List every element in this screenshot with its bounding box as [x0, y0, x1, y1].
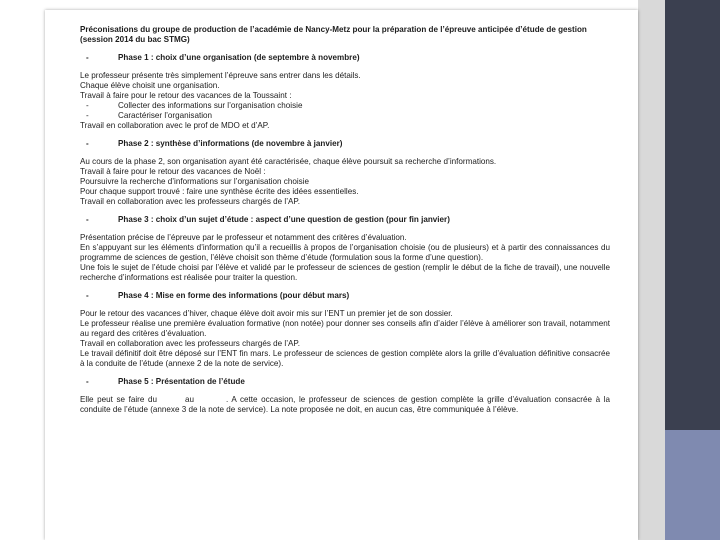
phase-2-line: Poursuivre la recherche d’informations sur l’organisation choisie: [80, 177, 309, 186]
phase-2-heading: [80, 139, 610, 149]
phase-5-paragraph: [80, 395, 610, 415]
phase-1-heading: [80, 53, 610, 63]
phase-5-text-mid: au: [185, 395, 195, 404]
phase-3-paragraph: En s’appuyant sur les éléments d’information qu’il a recueillis à propos de l’organisation choisie (ou de plusieurs) et à partir des connaissances du programme de sciences de gestion, l’élève choisit son thème d’étude (formulation sous la forme d’une question).: [80, 243, 610, 262]
document-body: [80, 25, 610, 415]
dash-marker: -: [86, 111, 89, 120]
phase-3-paragraph: Une fois le sujet de l’étude choisi par l’élève et validé par le professeur de sciences de gestion (remplir le début de la fiche de travail), une nouvelle recherche d’informations est réalisée pour traiter la question.: [80, 263, 610, 282]
phase-5-title: Phase 5 : Présentation de l’étude: [118, 377, 245, 386]
phase-2-intro: Au cours de la phase 2, son organisation ayant été caractérisée, chaque élève poursuit sa recherche d’informations.: [80, 157, 497, 166]
phase-4-paragraph: Pour le retour des vacances d’hiver, chaque élève doit avoir mis sur l’ENT un premier jet de son dossier.: [80, 309, 453, 318]
phase-3-heading: [80, 215, 610, 225]
phase-3-paragraph: Présentation précise de l’épreuve par le professeur et notamment des critères d’évaluation.: [80, 233, 407, 242]
phase-2-line: Travail à faire pour le retour des vacances de Noël :: [80, 167, 266, 176]
phase-2-line: Pour chaque support trouvé : faire une synthèse écrite des idées essentielles.: [80, 187, 359, 196]
phase-1-bullet: [80, 111, 610, 121]
bullet-text: Collecter des informations sur l’organisation choisie: [118, 101, 303, 110]
dash-marker: -: [86, 53, 89, 62]
phase-2-line: Travail en collaboration avec les professeurs chargés de l’AP.: [80, 197, 300, 206]
phase-5-text-start: Elle peut se faire du: [80, 395, 157, 404]
document-page: [45, 10, 638, 540]
dash-marker: -: [86, 101, 89, 110]
phase-1-title: Phase 1 : choix d’une organisation (de septembre à novembre): [118, 53, 360, 62]
phase-2-title: Phase 2 : synthèse d’informations (de novembre à janvier): [118, 139, 343, 148]
phase-3-title: Phase 3 : choix d’un sujet d’étude : aspect d’une question de gestion (pour fin janvier): [118, 215, 450, 224]
document-title: Préconisations du groupe de production de l’académie de Nancy-Metz pour la préparation de l’épreuve anticipée d’étude de gestion (session 2014 du bac STMG): [80, 25, 587, 44]
dash-marker: -: [86, 215, 89, 224]
phase-4-title: Phase 4 : Mise en forme des informations (pour début mars): [118, 291, 350, 300]
phase-4-paragraph: Travail en collaboration avec les professeurs chargés de l’AP.: [80, 339, 300, 348]
decorative-blue-bar: [665, 430, 720, 540]
phase-1-line: Chaque élève choisit une organisation.: [80, 81, 220, 90]
phase-1-closing: Travail en collaboration avec le prof de MDO et d’AP.: [80, 121, 270, 130]
phase-4-paragraph: Le travail définitif doit être déposé sur l’ENT fin mars. Le professeur de sciences de gestion complète alors la grille d’évaluation définitive consacrée à la conduite de l’étude (annexe 2 de la note de service).: [80, 349, 610, 368]
dash-marker: -: [86, 139, 89, 148]
phase-1-line: Le professeur présente très simplement l’épreuve sans entrer dans les détails.: [80, 71, 361, 80]
phase-5-text-end: . A cette occasion, le professeur de sciences de gestion complète la grille d’évaluation consacrée à la conduite de l’étude (annexe 3 de la note de service). La note proposée ne doit, en aucun cas, être communiquée à l’élève.: [80, 395, 610, 414]
phase-5-heading: [80, 377, 610, 387]
dash-marker: -: [86, 377, 89, 386]
bullet-text: Caractériser l’organisation: [118, 111, 213, 120]
phase-1-bullet: [80, 101, 610, 111]
phase-4-heading: [80, 291, 610, 301]
phase-1-line: Travail à faire pour le retour des vacances de la Toussaint :: [80, 91, 292, 100]
slide-background: [0, 0, 45, 540]
phase-4-paragraph: Le professeur réalise une première évaluation formative (non notée) pour donner ses conseils afin d’aider l’élève à améliorer son travail, notamment au regard des critères d’évaluation.: [80, 319, 610, 338]
dash-marker: -: [86, 291, 89, 300]
